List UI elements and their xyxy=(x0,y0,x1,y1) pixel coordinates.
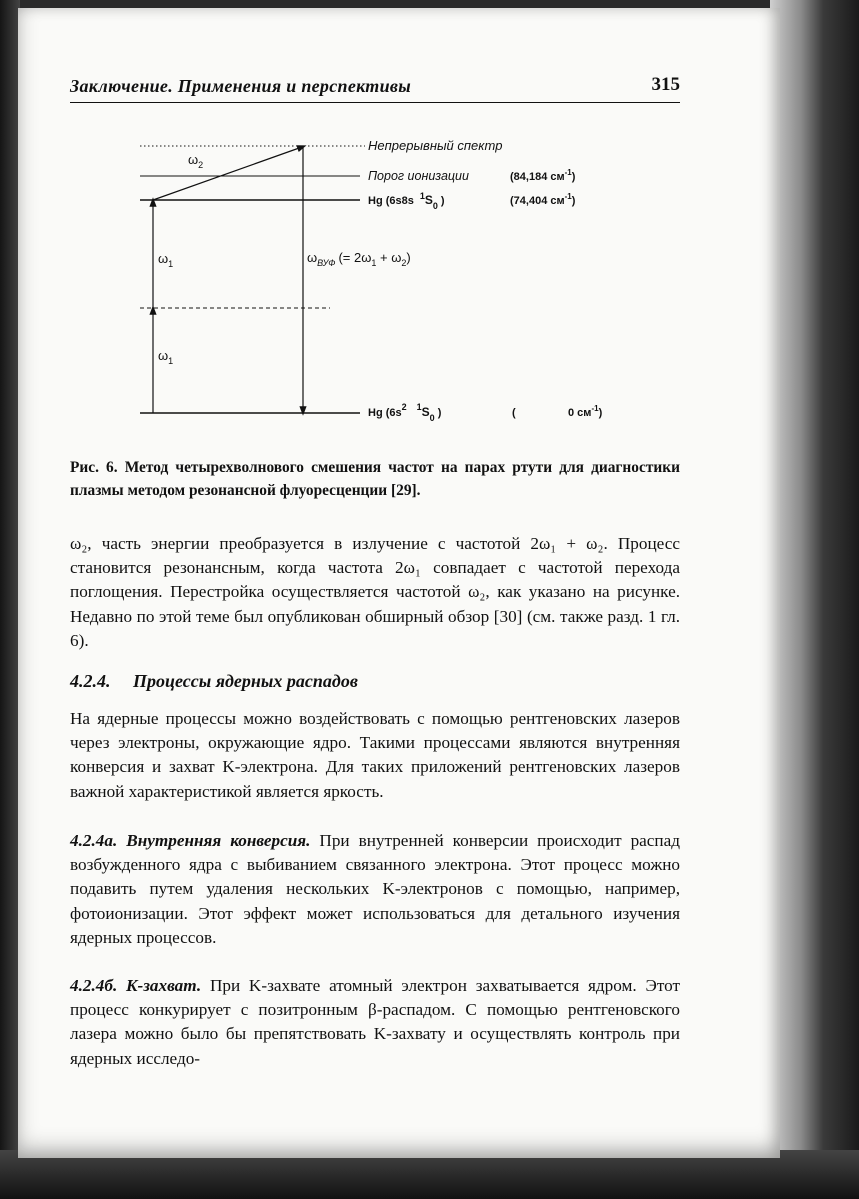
running-header-title: Заключение. Применения и перспективы xyxy=(70,76,412,96)
section-number: 4.2.4. xyxy=(70,671,111,691)
running-header xyxy=(70,74,680,103)
section-heading xyxy=(70,671,680,692)
k-capture-text: При K-захвате атомный электрон захватывается ядром. Этот процесс конкурирует с позитронным β-распадом. С помощью рентгеновского лазера можно было бы препятствовать K-захвату и осуществлять контроль при ядерных исследо- xyxy=(70,976,680,1068)
omega1-upper-label: $\omega_1$ xyxy=(158,251,174,269)
paragraph-internal-conversion xyxy=(70,829,680,950)
omega-vuf-label: $\omega_{ВУФ}$ (= $2\omega_1 + \omega_2$) xyxy=(307,250,411,268)
internal-conversion-text: При внутренней конверсии происходит распад возбужденного ядра с выбиванием связанного электрона. Этот процесс можно подавить путем удаления нескольких K-электронов с помощью, например, фотоионизации. Этот эффект может использоваться для детального изучения ядерных процессов. xyxy=(70,831,680,947)
section-title: Процессы ядерных распадов xyxy=(133,671,358,691)
figure-caption xyxy=(70,456,680,502)
paragraph-nuclear-processes: На ядерные процессы можно воздействовать с помощью рентгеновских лазеров через электроны, окружающие ядро. Такими процессами являются внутренняя конверсия и захват K-электрона. Для таких приложений рентгеновских лазеров важной характеристикой является яркость. xyxy=(70,709,680,801)
level-6s8s-value: (74,404 $см^{-1}$) xyxy=(510,192,576,207)
continuum-label: Непрерывный спектр xyxy=(368,138,503,153)
figure-caption-text: Метод четырехволнового смешения частот на парах ртути для диагностики плазмы методом резонансной флуоресценции [29]. xyxy=(70,459,680,499)
page-left-shadow xyxy=(0,0,20,1199)
omega1-lower-label: $\omega_1$ xyxy=(158,348,174,366)
page-number: 315 xyxy=(651,74,680,95)
subsection-runin-internal-conversion: 4.2.4а. Внутренняя конверсия. xyxy=(70,831,311,850)
ground-level-label: Hg ($6s^2$ $1S_0$ ) xyxy=(368,402,442,423)
ground-level-value: 0 $см^{-1}$) xyxy=(568,404,603,419)
ionization-label: Порог ионизации xyxy=(368,169,469,183)
omega2-arrow xyxy=(153,147,302,200)
omega2-label: $\omega_2$ xyxy=(188,152,204,170)
paragraph-continuation: ω₂, часть энергии преобразуется в излучение с частотой 2ω₁ + ω₂. Процесс становится резонансным, когда частота 2ω₁ совпадает с частотой перехода поглощения. Перестройка осуществляется частотой ω₂, как указано на рисунке. Недавно по этой теме был опубликован обширный обзор [30] (см. также разд. 1 гл. 6). xyxy=(70,534,680,650)
energy-level-diagram xyxy=(120,128,660,428)
subsection-runin-k-capture: 4.2.4б. K-захват. xyxy=(70,976,202,995)
paragraph-k-capture xyxy=(70,974,680,1071)
book-binding-edge xyxy=(770,0,859,1199)
ionization-value: (84,184 $см^{-1}$) xyxy=(510,168,576,183)
level-6s8s-label: Hg (6s8s $^1S_0$ ) xyxy=(368,191,445,211)
figure-caption-label: Рис. 6. xyxy=(70,459,118,476)
ground-level-paren: ( xyxy=(512,407,516,419)
